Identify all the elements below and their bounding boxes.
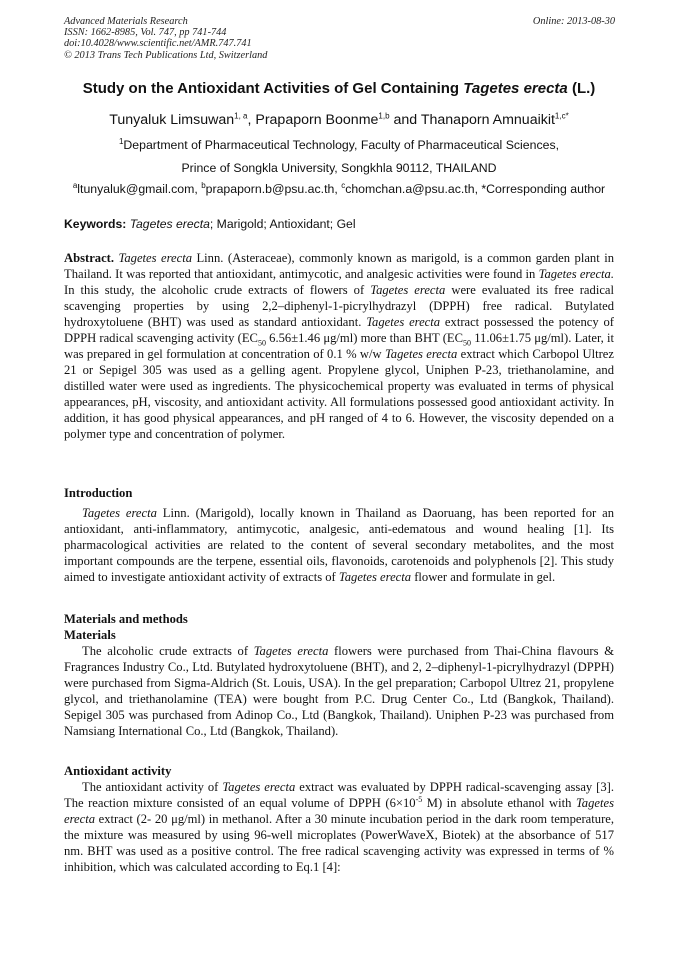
email-a: ltunyaluk@gmail.com,: [77, 182, 202, 196]
abstract-text: Linn. (Asteraceae), commonly known as marigold, is a common garden plant in Thailand. It was reported that antioxidant, antimycotic, and analgesic activities were found in: [64, 251, 614, 281]
species-name: Tagetes erecta.: [538, 267, 614, 281]
species-name: Tagetes erecta: [118, 251, 192, 265]
keywords-list: ; Marigold; Antioxidant; Gel: [209, 217, 356, 231]
affiliation-line-1: [30, 138, 648, 152]
affiliation-num: 1: [118, 136, 124, 146]
title-suffix: (L.): [567, 80, 596, 97]
keywords-species: Tagetes erecta: [129, 217, 210, 231]
abstract-text: extract possessed the potency of DPPH radical scavenging activity (EC: [64, 315, 614, 345]
superscript: -5: [415, 794, 423, 804]
author-3: Thanaporn Amnuaikit: [420, 112, 555, 128]
species-name: Tagetes erecta: [253, 644, 329, 658]
abstract-text: In this study, the alcoholic crude extracts of flowers of: [64, 283, 371, 297]
abstract-text: 11.06±1.75 μg/ml). Later, it was prepared in gel formulation at concentration of 0.1 % w/w: [64, 331, 615, 361]
species-name: Tagetes erecta: [384, 347, 458, 361]
antioxidant-text: extract (2- 20 μg/ml) in methanol. After a 30 minute incubation period in the dark room temperature, the mixture was measured by using 96-well microplates (PowerWaveX, Biotek) at the absorbance of 517 nm. BHT was used as a positive control. The free radical scavenging activity was expressed in terms of % inhibition, which was calculated according to Eq.1 [4]:: [64, 812, 614, 874]
email-b: prapaporn.b@psu.ac.th,: [205, 182, 342, 196]
email-line: [30, 182, 648, 196]
species-name: Tagetes erecta: [82, 506, 157, 520]
title-species: Tagetes erecta: [463, 80, 568, 97]
email-c-sup: c: [341, 180, 346, 190]
issn-line: ISSN: 1662-8985, Vol. 747, pp 741-744: [64, 27, 227, 39]
subscript: 50: [257, 338, 266, 348]
affiliation-line-2: Prince of Songkla University, Songkhla 90112, THAILAND: [181, 161, 497, 175]
materials-text: The alcoholic crude extracts of: [82, 644, 254, 658]
keywords-label: Keywords:: [64, 217, 127, 231]
antioxidant-text: The antioxidant activity of: [82, 780, 223, 794]
materials-body: [64, 643, 614, 739]
title-text: Study on the Antioxidant Activities of Gel Containing: [82, 80, 464, 97]
email-c: chomchan.a@psu.ac.th, *Corresponding author: [345, 182, 606, 196]
introduction-body: [64, 505, 614, 585]
antioxidant-text: extract was evaluated by DPPH radical-scavenging assay [3]. The reaction mixture consisted of an equal volume of DPPH (6×10: [64, 780, 615, 810]
intro-text: flower and formulate in gel.: [411, 570, 556, 584]
species-name: Tagetes erecta: [222, 780, 296, 794]
abstract-text: were evaluated its free radical scavenging properties by using 2,2–diphenyl-1-picrylhydrazyl (DPPH) free radical. Butylated hydroxytoluene (BHT) was used as standard antioxidant.: [64, 283, 615, 329]
doi-line: doi:10.4028/www.scientific.net/AMR.747.741: [64, 38, 252, 50]
species-name: Tagetes erecta: [64, 796, 614, 826]
email-b-sup: b: [201, 180, 206, 190]
author-2-sup: 1,b: [378, 111, 390, 121]
journal-name: Advanced Materials Research: [64, 16, 188, 27]
antioxidant-body: [64, 779, 614, 875]
paper-title: [40, 80, 638, 97]
author-1-sup: 1, a: [234, 111, 248, 121]
materials-text: flowers were purchased from Thai-China flavours & Fragrances Industry Co., Ltd. Butylated hydroxytoluene (BHT), and 2, 2–diphenyl-1-picrylhydrazyl (DPPH) were purchased from Sigma-Aldrich (St. Louis, USA). In the gel preparation; Carbopol Ultrez 21, propylene glycol, and triethanolamine (TEA) were bought from P.C. Drug Center Co., Ltd (Bangkok, Thailand). Sepigel 305 was purchased from Adinop Co., Ltd (Bangkok, Thailand). Uniphen P-23 was purchased from Namsiang International Co., Ltd (Bangkok, Thailand).: [64, 644, 614, 738]
author-2: Prapaporn Boonme: [255, 112, 379, 128]
abstract: [64, 250, 614, 442]
author-1: Tunyaluk Limsuwan: [109, 112, 235, 128]
copyright-line: © 2013 Trans Tech Publications Ltd, Switzerland: [64, 49, 268, 61]
species-name: Tagetes erecta: [366, 315, 441, 329]
author-3-sup: 1,c*: [554, 111, 569, 121]
subscript: 50: [463, 338, 471, 348]
antioxidant-text: M) in absolute ethanol with: [422, 796, 576, 810]
author-list: [30, 112, 648, 128]
author-sep: ,: [247, 112, 256, 128]
abstract-text: extract which Carbopol Ultrez 21 or Sepigel 305 was used as a gelling agent. Propylene glycol, Uniphen P-23, triethanolamine, and distilled water were used as ingredients. The physicochemical property was evaluated in terms of physical appearances, pH, viscosity, and antioxidant activity. All formulations possessed good antioxidant activity. In addition, it has good physical appearances, and pH ranged of 4 to 6. However, the viscosity depended on a polymer type and concentration of polymer.: [64, 347, 614, 441]
journal-header: [64, 16, 267, 61]
species-name: Tagetes erecta: [338, 570, 412, 584]
author-sep: and: [389, 112, 421, 128]
keywords: [64, 217, 356, 231]
abstract-label: Abstract.: [64, 251, 115, 265]
methods-heading: Materials and methods: [64, 612, 188, 626]
abstract-text: 6.56±1.46 μg/ml) more than BHT (EC: [265, 331, 463, 345]
intro-text: Linn. (Marigold), locally known in Thailand as Daoruang, has been reported for an antioxidant, anti-inflammatory, antimycotic, analgesic, anti-edematous and wound healing [1]. Its pharmacological activities are related to the content of several secondary metabolites, and the most important compounds are the terpene, essential oils, flavonoids, carotenoids and polyphenols [2]. This study aimed to investigate antioxidant activity of extracts of: [64, 506, 614, 584]
antioxidant-heading: Antioxidant activity: [64, 764, 172, 778]
species-name: Tagetes erecta: [370, 283, 446, 297]
online-date: Online: 2013-08-30: [532, 16, 615, 27]
introduction-heading: Introduction: [64, 486, 133, 500]
affiliation-text: Department of Pharmaceutical Technology, Faculty of Pharmaceutical Sciences,: [123, 138, 560, 152]
email-a-sup: a: [72, 180, 78, 190]
materials-heading: Materials: [64, 628, 116, 642]
